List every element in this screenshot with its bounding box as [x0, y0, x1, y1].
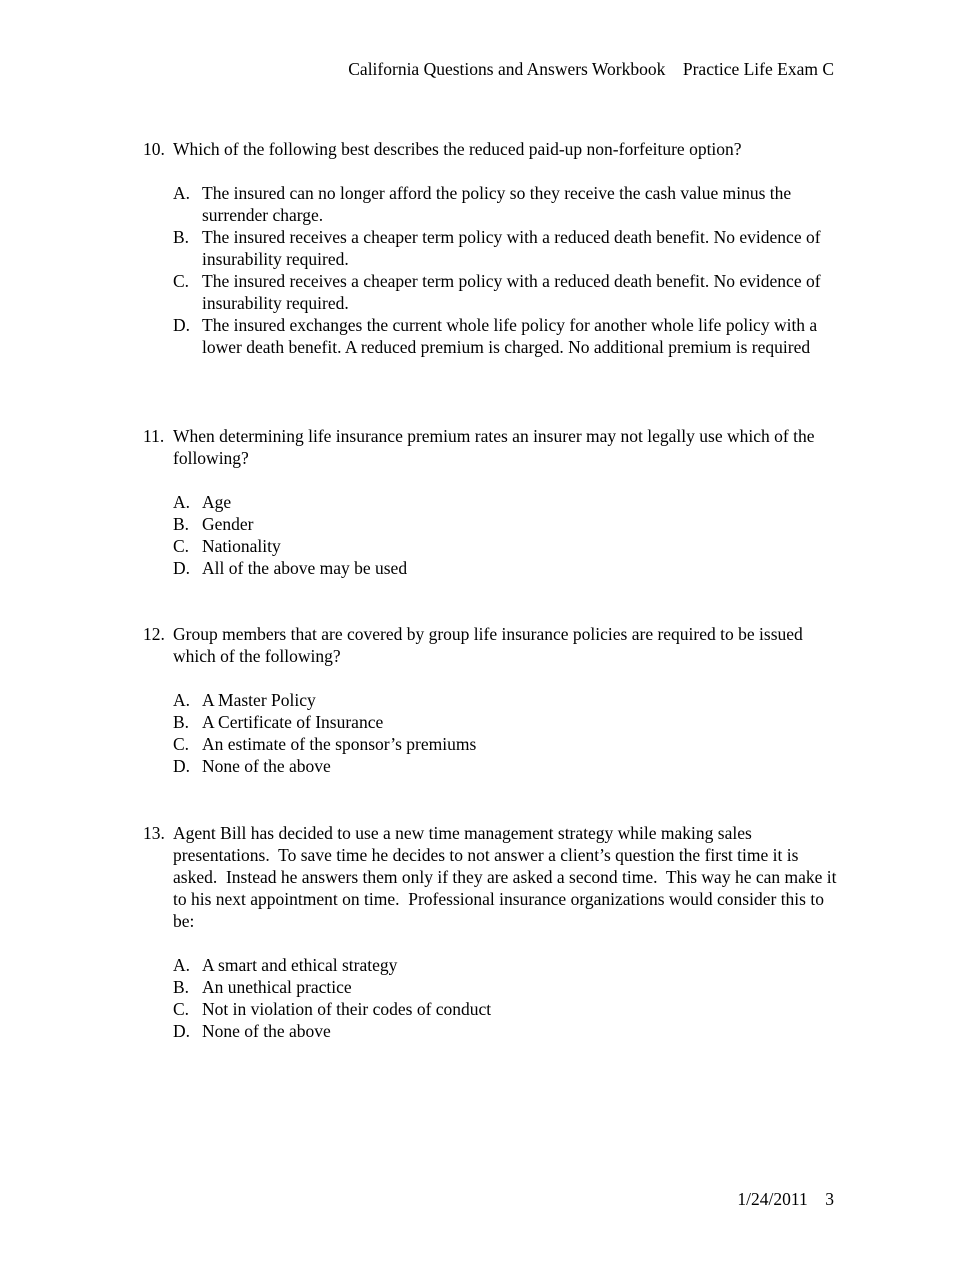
choice-letter: C. — [173, 999, 190, 1019]
choice-letter: D. — [173, 558, 191, 578]
choice-text: None of the above — [202, 756, 331, 776]
choice-text: The insured receives a cheaper term policy with a reduced death benefit. No evidence of insurability required. — [202, 271, 821, 313]
choice-text: An unethical practice — [202, 977, 352, 997]
answer-choice-d — [173, 755, 843, 777]
answer-choice-d — [173, 314, 843, 358]
choice-letter: D. — [173, 756, 191, 776]
choice-text: All of the above may be used — [202, 558, 408, 578]
question-stem — [143, 623, 843, 667]
question-13 — [143, 822, 843, 1042]
question-number: 11. — [143, 426, 165, 446]
question-number: 10. — [143, 139, 165, 159]
answer-choices — [143, 182, 843, 358]
choice-letter: B. — [173, 977, 190, 997]
choice-text: Age — [202, 492, 232, 512]
choice-text: None of the above — [202, 1021, 331, 1041]
answer-choice-a — [173, 689, 843, 711]
page-number: 3 — [825, 1189, 834, 1209]
choice-letter: C. — [173, 271, 190, 291]
choice-text: A Master Policy — [202, 690, 316, 710]
question-stem — [143, 822, 843, 932]
answer-choices — [143, 491, 843, 579]
choice-text: The insured receives a cheaper term policy with a reduced death benefit. No evidence of insurability required. — [202, 227, 821, 269]
choice-letter: B. — [173, 514, 190, 534]
choice-letter: A. — [173, 690, 191, 710]
question-text: When determining life insurance premium rates an insurer may not legally use which of the following? — [173, 426, 815, 468]
choice-letter: B. — [173, 712, 190, 732]
answer-choice-d — [173, 1020, 843, 1042]
choice-text: A smart and ethical strategy — [202, 955, 398, 975]
question-text: Which of the following best describes the reduced paid-up non-forfeiture option? — [173, 139, 742, 159]
footer-date: 1/24/2011 — [737, 1189, 808, 1209]
workbook-title: California Questions and Answers Workbook — [348, 59, 666, 79]
choice-text: Not in violation of their codes of conduct — [202, 999, 492, 1019]
choice-text: Gender — [202, 514, 254, 534]
choice-text: An estimate of the sponsor’s premiums — [202, 734, 477, 754]
answer-choice-b — [173, 976, 843, 998]
choice-text: The insured exchanges the current whole life policy for another whole life policy with a lower death benefit. A reduced premium is charged. No additional premium is required — [202, 315, 818, 357]
answer-choice-c — [173, 733, 843, 755]
answer-choice-c — [173, 998, 843, 1020]
answer-choices — [143, 689, 843, 777]
answer-choice-c — [173, 535, 843, 557]
answer-choice-b — [173, 513, 843, 535]
question-11 — [143, 425, 843, 579]
question-number: 12. — [143, 624, 165, 644]
page-header — [348, 58, 834, 80]
answer-choice-c — [173, 270, 843, 314]
question-stem — [143, 425, 843, 469]
answer-choice-d — [173, 557, 843, 579]
answer-choices — [143, 954, 843, 1042]
question-stem — [143, 138, 843, 160]
choice-letter: A. — [173, 955, 191, 975]
question-number: 13. — [143, 823, 165, 843]
question-text: Group members that are covered by group life insurance policies are required to be issued which of the following? — [173, 624, 803, 666]
answer-choice-a — [173, 954, 843, 976]
page-footer — [737, 1188, 834, 1210]
choice-text: Nationality — [202, 536, 281, 556]
choice-text: A Certificate of Insurance — [202, 712, 384, 732]
exam-title: Practice Life Exam C — [682, 59, 834, 79]
choice-text: The insured can no longer afford the policy so they receive the cash value minus the surrender charge. — [202, 183, 792, 225]
choice-letter: A. — [173, 183, 191, 203]
answer-choice-a — [173, 491, 843, 513]
question-10 — [143, 138, 843, 358]
choice-letter: C. — [173, 536, 190, 556]
answer-choice-b — [173, 711, 843, 733]
choice-letter: D. — [173, 315, 191, 335]
choice-letter: C. — [173, 734, 190, 754]
answer-choice-b — [173, 226, 843, 270]
question-text: Agent Bill has decided to use a new time management strategy while making sales presentations. To save time he decides to not answer a client’s question the first time it is asked. Instead he answers them only if they are asked a second time. This way he can make it to his next appointment on time. Professional insurance organizations would consider this to be: — [173, 823, 841, 931]
choice-letter: A. — [173, 492, 191, 512]
answer-choice-a — [173, 182, 843, 226]
question-12 — [143, 623, 843, 777]
choice-letter: B. — [173, 227, 190, 247]
choice-letter: D. — [173, 1021, 191, 1041]
